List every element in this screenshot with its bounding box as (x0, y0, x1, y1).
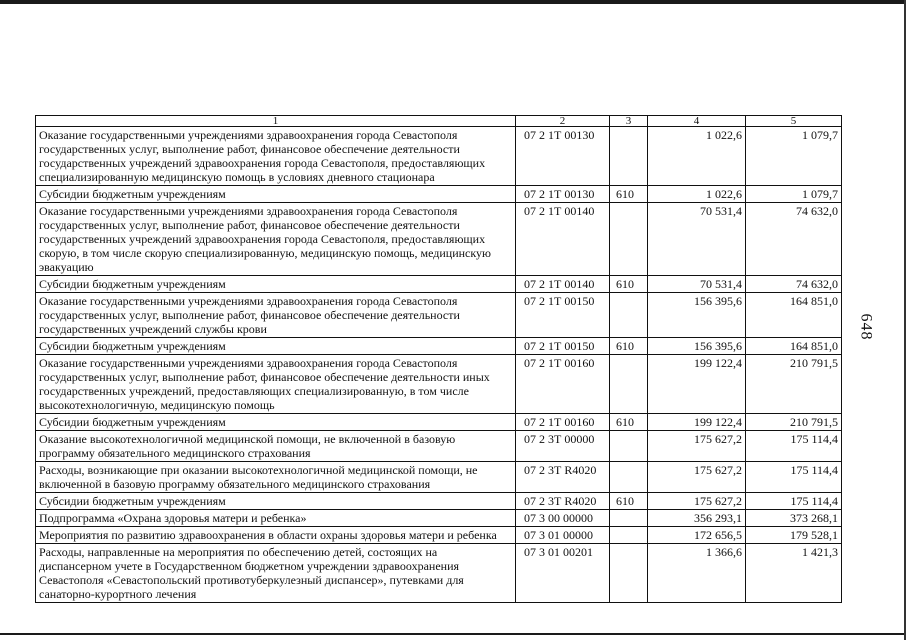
page-number: 648 (857, 313, 875, 341)
expense-type-cell (610, 431, 648, 462)
amount-year2-cell: 175 114,4 (746, 462, 842, 493)
budget-table (35, 115, 842, 603)
amount-year1-cell: 175 627,2 (648, 493, 746, 510)
amount-year2-cell: 1 079,7 (746, 127, 842, 186)
amount-year2-cell: 210 791,5 (746, 355, 842, 414)
table-row (36, 510, 842, 527)
budget-table-body (36, 116, 842, 603)
target-code-cell: 07 2 1Т 00140 (516, 203, 610, 276)
target-code-cell: 07 2 1Т 00160 (516, 355, 610, 414)
amount-year2-cell: 179 528,1 (746, 527, 842, 544)
amount-year2-cell: 373 268,1 (746, 510, 842, 527)
amount-year1-cell: 175 627,2 (648, 431, 746, 462)
expense-type-cell: 610 (610, 414, 648, 431)
table-row (36, 276, 842, 293)
amount-year2-cell: 175 114,4 (746, 493, 842, 510)
amount-year2-cell: 1 079,7 (746, 186, 842, 203)
scan-edge-top (0, 0, 906, 4)
target-code-cell: 07 3 01 00000 (516, 527, 610, 544)
amount-year2-cell: 74 632,0 (746, 203, 842, 276)
target-code-cell: 07 2 3Т R4020 (516, 462, 610, 493)
expense-type-cell (610, 203, 648, 276)
amount-year1-cell: 70 531,4 (648, 276, 746, 293)
expense-type-cell (610, 127, 648, 186)
expense-type-cell: 610 (610, 276, 648, 293)
column-number: 3 (610, 116, 648, 127)
table-row (36, 527, 842, 544)
amount-year1-cell: 199 122,4 (648, 355, 746, 414)
expense-type-cell (610, 293, 648, 338)
amount-year2-cell: 175 114,4 (746, 431, 842, 462)
table-row (36, 431, 842, 462)
amount-year2-cell: 74 632,0 (746, 276, 842, 293)
amount-year1-cell: 1 022,6 (648, 127, 746, 186)
amount-year2-cell: 210 791,5 (746, 414, 842, 431)
amount-year2-cell: 1 421,3 (746, 544, 842, 603)
item-name-cell: Субсидии бюджетным учреждениям (36, 338, 516, 355)
table-row (36, 462, 842, 493)
item-name-cell: Мероприятия по развитию здравоохранения в области охраны здоровья матери и ребенка (36, 527, 516, 544)
target-code-cell: 07 3 00 00000 (516, 510, 610, 527)
table-row (36, 127, 842, 186)
target-code-cell: 07 2 1Т 00130 (516, 127, 610, 186)
table-row (36, 414, 842, 431)
table-row (36, 493, 842, 510)
amount-year1-cell: 1 022,6 (648, 186, 746, 203)
item-name-cell: Расходы, направленные на мероприятия по обеспечению детей, состоящих на диспансерном учете в Государственном бюджетном учреждении здравоохранения Севастополя «Севастопольский противотуберкулезный диспансер», путевками для санаторно-курортного лечения (36, 544, 516, 603)
item-name-cell: Субсидии бюджетным учреждениям (36, 186, 516, 203)
table-row (36, 355, 842, 414)
amount-year1-cell: 175 627,2 (648, 462, 746, 493)
expense-type-cell (610, 544, 648, 603)
target-code-cell: 07 3 01 00201 (516, 544, 610, 603)
item-name-cell: Оказание государственными учреждениями здравоохранения города Севастополя государственных услуг, выполнение работ, финансовое обеспечение деятельности государственных учреждений здравоохранения города Севастополя, предоставляющих скорую, в том числе скорую специализированную, медицинскую помощь, медицинскую эвакуацию (36, 203, 516, 276)
column-number: 1 (36, 116, 516, 127)
table-row (36, 338, 842, 355)
amount-year1-cell: 156 395,6 (648, 293, 746, 338)
item-name-cell: Расходы, возникающие при оказании высокотехнологичной медицинской помощи, не включенной в базовую программу обязательного медицинского страхования (36, 462, 516, 493)
item-name-cell: Оказание государственными учреждениями здравоохранения города Севастополя государственных услуг, выполнение работ, финансовое обеспечение деятельности иных государственных учреждений, предоставляющих специализированную, в том числе высокотехнологичную, медицинскую помощь (36, 355, 516, 414)
table-row (36, 203, 842, 276)
scan-edge-bottom (0, 633, 906, 635)
target-code-cell: 07 2 1Т 00160 (516, 414, 610, 431)
item-name-cell: Подпрограмма «Охрана здоровья матери и ребенка» (36, 510, 516, 527)
item-name-cell: Субсидии бюджетным учреждениям (36, 493, 516, 510)
expense-type-cell (610, 510, 648, 527)
amount-year1-cell: 356 293,1 (648, 510, 746, 527)
target-code-cell: 07 2 3Т R4020 (516, 493, 610, 510)
table-row (36, 186, 842, 203)
target-code-cell: 07 2 3Т 00000 (516, 431, 610, 462)
column-number: 4 (648, 116, 746, 127)
amount-year1-cell: 70 531,4 (648, 203, 746, 276)
amount-year1-cell: 199 122,4 (648, 414, 746, 431)
amount-year2-cell: 164 851,0 (746, 293, 842, 338)
expense-type-cell: 610 (610, 493, 648, 510)
amount-year1-cell: 1 366,6 (648, 544, 746, 603)
amount-year2-cell: 164 851,0 (746, 338, 842, 355)
table-row (36, 293, 842, 338)
target-code-cell: 07 2 1Т 00150 (516, 338, 610, 355)
expense-type-cell (610, 355, 648, 414)
table-row (36, 544, 842, 603)
amount-year1-cell: 172 656,5 (648, 527, 746, 544)
expense-type-cell (610, 527, 648, 544)
column-number-row (36, 116, 842, 127)
expense-type-cell: 610 (610, 186, 648, 203)
item-name-cell: Оказание высокотехнологичной медицинской помощи, не включенной в базовую программу обязательного медицинского страхования (36, 431, 516, 462)
item-name-cell: Оказание государственными учреждениями здравоохранения города Севастополя государственных услуг, выполнение работ, финансовое обеспечение деятельности государственных учреждений здравоохранения города Севастополя, предоставляющих специализированную медицинскую помощь в условиях дневного стационара (36, 127, 516, 186)
expense-type-cell (610, 462, 648, 493)
expense-type-cell: 610 (610, 338, 648, 355)
column-number: 5 (746, 116, 842, 127)
target-code-cell: 07 2 1Т 00140 (516, 276, 610, 293)
item-name-cell: Оказание государственными учреждениями здравоохранения города Севастополя государственных услуг, выполнение работ, финансовое обеспечение деятельности государственных учреждений службы крови (36, 293, 516, 338)
column-number: 2 (516, 116, 610, 127)
item-name-cell: Субсидии бюджетным учреждениям (36, 414, 516, 431)
item-name-cell: Субсидии бюджетным учреждениям (36, 276, 516, 293)
target-code-cell: 07 2 1Т 00130 (516, 186, 610, 203)
target-code-cell: 07 2 1Т 00150 (516, 293, 610, 338)
amount-year1-cell: 156 395,6 (648, 338, 746, 355)
